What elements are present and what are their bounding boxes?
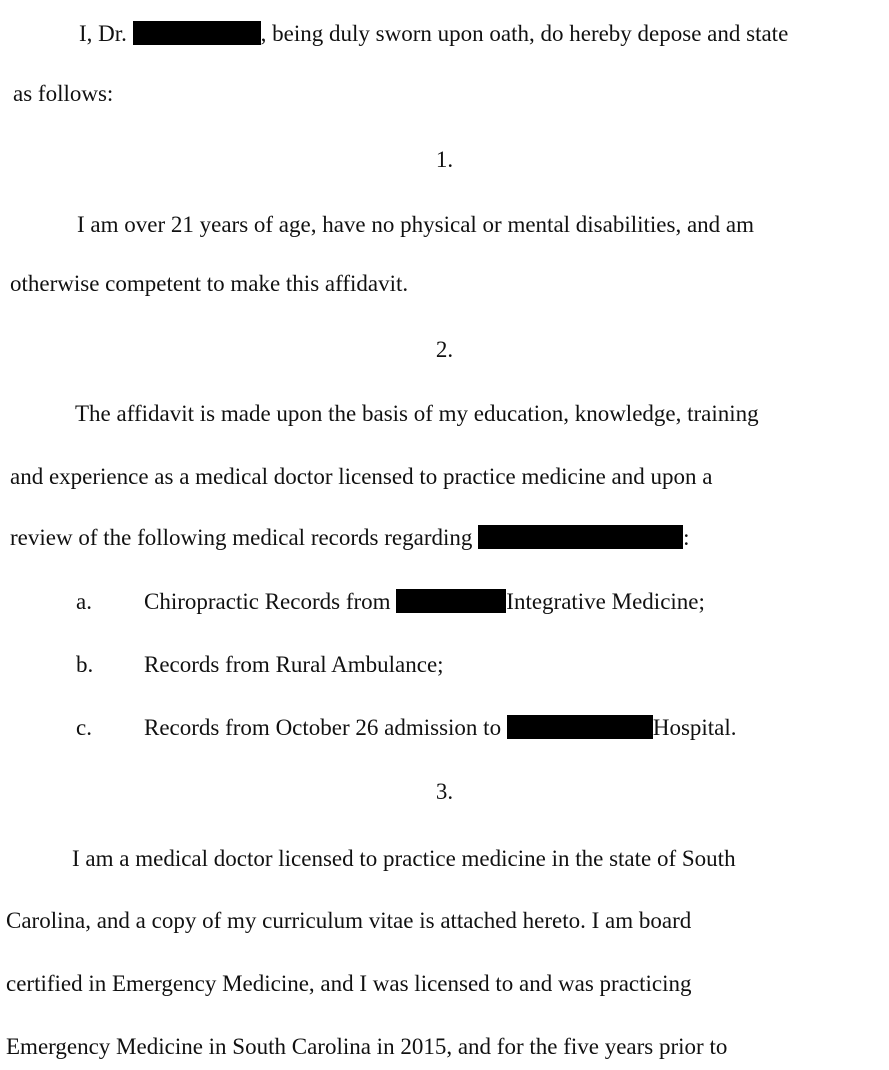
intro-prefix: I, Dr. — [79, 21, 127, 46]
list-item-c-before: Records from October 26 admission to — [144, 715, 507, 740]
p2-line-2: and experience as a medical doctor licensed to practice medicine and upon a — [10, 464, 713, 489]
list-letter-c: c. — [76, 715, 92, 740]
p1-line-2: otherwise competent to make this affidavit. — [10, 271, 409, 296]
intro-line-2: as follows: — [13, 81, 114, 106]
list-item-a-before: Chiropractic Records from — [144, 589, 397, 614]
p2-line-3-end: : — [683, 525, 690, 550]
list-item-a-after: Integrative Medicine; — [506, 589, 705, 614]
list-item-c — [144, 714, 737, 742]
redaction-patient-name — [478, 525, 683, 549]
list-item-c-after: Hospital. — [652, 715, 737, 740]
redaction-clinic-name — [396, 589, 506, 613]
list-item-a — [144, 588, 705, 616]
p2-line-3-text: review of the following medical records regarding — [10, 525, 473, 550]
intro-line-1 — [79, 20, 788, 48]
paragraph-number-2: 2. — [435, 337, 454, 362]
p2-line-1: The affidavit is made upon the basis of my education, knowledge, training — [75, 401, 759, 426]
list-item-b: Records from Rural Ambulance; — [144, 652, 444, 677]
p3-line-4: Emergency Medicine in South Carolina in 2015, and for the five years prior to — [6, 1034, 728, 1059]
p1-line-1: I am over 21 years of age, have no physical or mental disabilities, and am — [77, 212, 755, 237]
paragraph-number-1: 1. — [435, 147, 454, 172]
list-letter-a: a. — [76, 589, 92, 614]
p2-line-3 — [10, 524, 690, 552]
list-letter-b: b. — [76, 652, 94, 677]
p3-line-2: Carolina, and a copy of my curriculum vitae is attached hereto. I am board — [6, 908, 692, 933]
paragraph-number-3: 3. — [435, 779, 454, 804]
intro-suffix: , being duly sworn upon oath, do hereby depose and state — [260, 21, 789, 46]
p3-line-1: I am a medical doctor licensed to practice medicine in the state of South — [72, 846, 736, 871]
redaction-hospital-name — [507, 715, 653, 739]
p3-line-3: certified in Emergency Medicine, and I was licensed to and was practicing — [6, 971, 692, 996]
redaction-doctor-name — [133, 21, 261, 45]
